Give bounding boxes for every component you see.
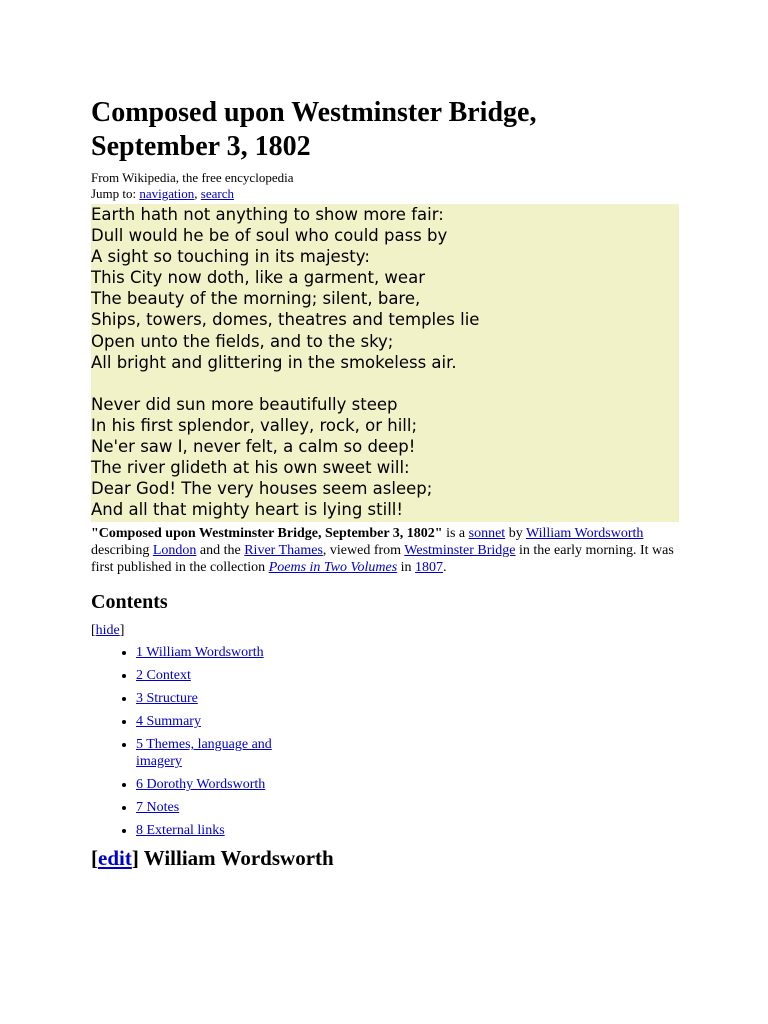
toc-link-5[interactable]: 5 Themes, language and imagery	[136, 737, 272, 770]
toc-toggle	[91, 622, 679, 639]
poem-line: Ships, towers, domes, theatres and temples lie	[91, 310, 480, 330]
intro-text: describing	[91, 543, 153, 559]
toc-hide-link[interactable]: hide	[95, 623, 120, 639]
intro-text: by	[505, 526, 526, 542]
toc-bracket-close: ]	[119, 623, 125, 639]
edit-bracket-open: [	[91, 846, 98, 871]
page-title-line2: September 3, 1802	[91, 131, 311, 162]
toc-link-3[interactable]: 3 Structure	[136, 691, 198, 707]
poem-box	[91, 204, 679, 522]
toc-item	[136, 644, 296, 661]
toc-item	[136, 667, 296, 684]
poem-line: The beauty of the morning; silent, bare,	[91, 289, 421, 309]
toc-list	[91, 644, 296, 839]
contents-heading: Contents	[91, 591, 168, 614]
intro-paragraph	[91, 525, 679, 576]
poem-line: This City now doth, like a garment, wear	[91, 268, 425, 288]
intro-text: in the early morning. It was first published in the collection	[91, 543, 674, 576]
toc-item	[136, 736, 296, 770]
edit-link[interactable]: edit	[98, 846, 132, 871]
toc-link-4[interactable]: 4 Summary	[136, 714, 201, 730]
toc-item	[136, 690, 296, 707]
poem-line: Ne'er saw I, never felt, a calm so deep!	[91, 436, 416, 456]
poem-line: And all that mighty heart is lying still!	[91, 500, 403, 520]
intro-bold-title: "Composed upon Westminster Bridge, September 3, 1802"	[91, 526, 443, 542]
navigation-link[interactable]: navigation	[139, 186, 195, 201]
jump-separator: ,	[194, 186, 201, 201]
toc-item	[136, 776, 296, 793]
toc-link-2[interactable]: 2 Context	[136, 668, 191, 684]
intro-text: .	[443, 560, 447, 576]
toc-link-8[interactable]: 8 External links	[136, 823, 225, 839]
toc-link-6[interactable]: 6 Dorothy Wordsworth	[136, 777, 266, 793]
intro-text: , viewed from	[322, 543, 405, 559]
article	[91, 96, 679, 871]
jump-to-label: Jump to:	[91, 186, 137, 201]
site-subtitle: From Wikipedia, the free encyclopedia	[91, 170, 294, 185]
poem-line: The river glideth at his own sweet will:	[91, 458, 410, 478]
year-link[interactable]: 1807	[415, 560, 444, 576]
jump-to	[91, 186, 679, 202]
sonnet-link[interactable]: sonnet	[468, 526, 506, 542]
search-link[interactable]: search	[200, 186, 234, 201]
poem-line: Dear God! The very houses seem asleep;	[91, 479, 433, 499]
poem-line: In his first splendor, valley, rock, or hill;	[91, 415, 418, 435]
toc-item	[136, 713, 296, 730]
toc-link-7[interactable]: 7 Notes	[136, 800, 180, 816]
intro-text: and the	[196, 543, 245, 559]
section-heading	[91, 845, 679, 871]
edit-bracket-close: ]	[131, 846, 139, 871]
poem-line: A sight so touching in its majesty:	[91, 247, 370, 267]
intro-text: is a	[442, 526, 469, 542]
toc-item	[136, 822, 296, 839]
thames-link[interactable]: River Thames	[244, 543, 323, 559]
toc-item	[136, 799, 296, 816]
poems-collection-link[interactable]: Poems in Two Volumes	[268, 560, 398, 576]
poem-line: Never did sun more beautifully steep	[91, 394, 398, 414]
stanza-break	[91, 373, 679, 394]
page-title	[91, 96, 679, 164]
author-link[interactable]: William Wordsworth	[525, 526, 644, 542]
poem-line: Dull would he be of soul who could pass by	[91, 226, 448, 246]
poem-line: Earth hath not anything to show more fair:	[91, 205, 444, 224]
section-title: William Wordsworth	[138, 846, 334, 871]
london-link[interactable]: London	[152, 543, 197, 559]
poem-line: Open unto the fields, and to the sky;	[91, 331, 394, 351]
bridge-link[interactable]: Westminster Bridge	[404, 543, 516, 559]
toc-bracket-open: [	[91, 623, 96, 639]
intro-text: in	[397, 560, 416, 576]
poem-line: All bright and glittering in the smokeless air.	[91, 352, 457, 372]
page-title-line1: Composed upon Westminster Bridge,	[91, 97, 537, 128]
toc-link-1[interactable]: 1 William Wordsworth	[136, 645, 264, 661]
